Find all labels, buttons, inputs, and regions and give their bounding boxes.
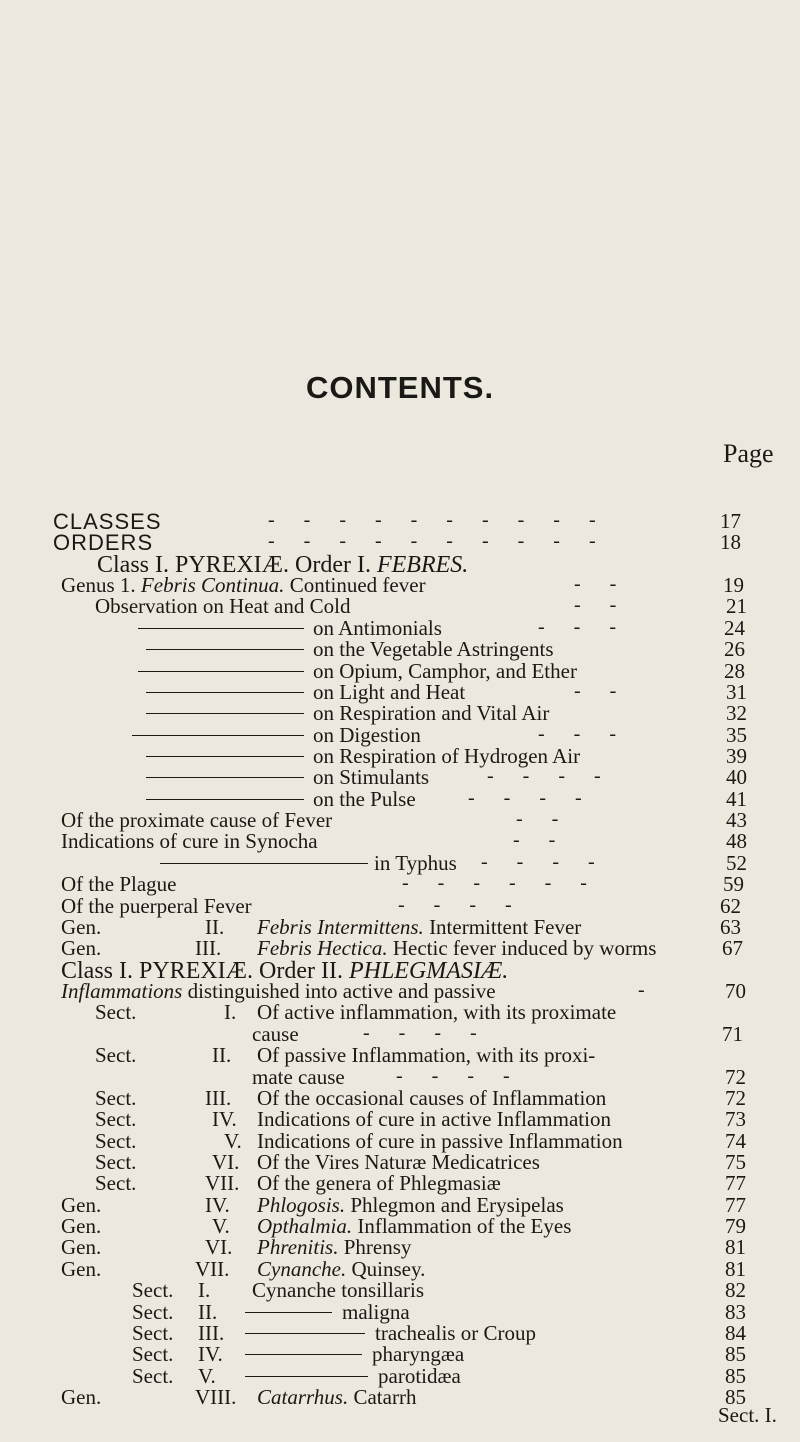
entry-kind: Sect.	[95, 1000, 137, 1025]
entry-number: IV.	[212, 1107, 237, 1132]
page-number: 43	[726, 808, 747, 833]
class-heading: Class I. PYREXIÆ. Order II. PHLEGMASIÆ.	[61, 957, 509, 984]
ditto-rule	[245, 1333, 365, 1334]
entry-label: Of passive Inflammation, with its proxi-	[257, 1043, 596, 1068]
entry-label: on Light and Heat	[313, 679, 466, 704]
entry-label: on Antimonials	[313, 615, 442, 640]
page-number: 17	[720, 509, 741, 533]
page-number: 74	[725, 1128, 746, 1153]
ditto-rule	[138, 671, 304, 672]
english-name: Quinsey.	[351, 1256, 426, 1281]
entry-number: IV.	[205, 1192, 230, 1217]
entry-label: on Digestion	[313, 722, 421, 747]
latin-name: Opthalmia.	[257, 1214, 358, 1239]
entry-kind: Gen.	[61, 1192, 102, 1217]
entry-kind: Sect.	[132, 1278, 174, 1303]
leader-dots: - -	[574, 573, 629, 596]
entry-label: pharyngæa	[372, 1342, 465, 1367]
page-number: 21	[726, 594, 747, 619]
entry-label: Of the occasional causes of Inflammation	[257, 1085, 607, 1110]
page-number: 41	[726, 786, 747, 811]
page-number: 81	[725, 1235, 746, 1260]
leader-dots: - - - -	[398, 893, 524, 916]
leader-dots: - - - -	[481, 850, 607, 873]
page-number: 59	[723, 872, 744, 897]
leader-dots: - - - -	[468, 786, 594, 809]
page-number: 32	[726, 701, 747, 726]
entry-label: cause	[252, 1021, 299, 1046]
entry-label: on the Vegetable Astringents	[313, 637, 554, 662]
ditto-rule	[138, 628, 304, 629]
entry-number: V.	[198, 1363, 216, 1388]
ditto-rule	[245, 1376, 368, 1377]
leader-dots: - - - - - - - - - -	[268, 509, 608, 531]
page-number: 72	[725, 1064, 746, 1089]
entry-number: VI.	[205, 1235, 233, 1260]
entry-number: II.	[205, 914, 225, 939]
page-number: 81	[725, 1256, 746, 1281]
page-number: 19	[723, 573, 744, 598]
page-number: 83	[725, 1299, 746, 1324]
latin-name: Cynanche.	[257, 1256, 352, 1281]
page-number: 85	[725, 1342, 746, 1367]
entry-kind: Sect.	[132, 1342, 174, 1367]
page-number: 71	[722, 1021, 743, 1046]
latin-name: Catarrhus.	[257, 1385, 354, 1409]
leader-dots: - - - -	[363, 1021, 489, 1044]
entry-label: on Respiration of Hydrogen Air	[313, 744, 581, 769]
latin-name: Phrenitis.	[257, 1235, 344, 1260]
class-heading: Class I. PYREXIÆ. Order I. FEBRES.	[97, 551, 469, 578]
page-number: 35	[726, 722, 747, 747]
entry-label: Cynanche tonsillaris	[252, 1278, 425, 1303]
page-number: 40	[726, 765, 747, 790]
english-name: Intermittent Fever	[429, 914, 582, 939]
latin-name: Febris Continua.	[140, 573, 290, 598]
page-number: 82	[725, 1278, 746, 1303]
leader-dots: - - -	[538, 615, 628, 638]
entry-label: Indications of cure in active Inflammation	[257, 1107, 611, 1132]
leader-dots: - - - -	[396, 1064, 522, 1087]
entry-label: on the Pulse	[313, 786, 416, 811]
entry-number: III.	[205, 1085, 232, 1110]
page-number: 84	[725, 1320, 746, 1345]
entry-label: ORDERS	[53, 530, 154, 556]
english-name: Phrensy	[343, 1235, 412, 1260]
english-name: Hectic fever induced by worms	[392, 936, 657, 961]
entry-label: Of active inflammation, with its proximate	[257, 1000, 617, 1025]
page-number: 62	[720, 893, 741, 918]
page-number: 31	[726, 679, 747, 704]
latin-name: Inflammations	[61, 979, 188, 1004]
entry-label: in Typhus	[374, 850, 457, 875]
entry-kind: Gen.	[61, 1214, 102, 1239]
ditto-rule	[132, 735, 304, 736]
page-number: 77	[725, 1171, 746, 1196]
page-number: 39	[726, 744, 747, 769]
entry-kind: Sect.	[95, 1171, 137, 1196]
leader-dots: - - - -	[487, 765, 613, 788]
entry-number: II.	[198, 1299, 218, 1324]
entry-label: Of the genera of Phlegmasiæ	[257, 1171, 501, 1196]
page-number: 52	[726, 850, 747, 875]
ditto-rule	[146, 713, 304, 714]
english-name: Continued fever	[289, 573, 426, 598]
genus-number: Genus 1.	[61, 573, 141, 598]
order-name: PHLEGMASIÆ.	[348, 957, 509, 984]
entry-label: on Respiration and Vital Air	[313, 701, 550, 726]
page-number: 24	[724, 615, 745, 640]
entry-label: parotidæa	[378, 1363, 461, 1388]
english-name: Inflammation of the Eyes	[357, 1214, 572, 1239]
ditto-rule	[245, 1312, 332, 1313]
ditto-rule	[146, 756, 304, 757]
english-name: distinguished into active and passive	[187, 979, 496, 1004]
entry-kind: Sect.	[95, 1085, 137, 1110]
entry-kind: Sect.	[95, 1107, 137, 1132]
page-number: 63	[720, 914, 741, 939]
english-name: Catarrh	[353, 1385, 417, 1409]
entry-kind: Sect.	[132, 1299, 174, 1324]
entry-number: VII.	[195, 1256, 230, 1281]
english-name: Phlegmon and Erysipelas	[350, 1192, 564, 1217]
entry-label: CLASSES	[53, 509, 162, 534]
leader-dots: - - -	[538, 722, 628, 745]
leader-dots: - -	[574, 679, 629, 702]
leader-dots: - - - - - - - - - -	[268, 530, 608, 553]
entry-number: I.	[198, 1278, 211, 1303]
entry-label: Indications of cure in passive Inflammation	[257, 1128, 623, 1153]
page-number: 28	[724, 658, 745, 683]
toc-entry	[0, 1385, 800, 1409]
catchword: Sect. I.	[718, 1403, 777, 1427]
leader-dots: - -	[516, 808, 571, 831]
ditto-rule	[146, 649, 304, 650]
ditto-rule	[245, 1354, 362, 1355]
entry-number: I.	[224, 1000, 237, 1025]
entry-number: II.	[212, 1043, 232, 1068]
entry-number: III.	[195, 936, 222, 961]
entry-label: trachealis or Croup	[375, 1320, 536, 1345]
entry-kind: Gen.	[61, 1385, 102, 1409]
page-number: 72	[725, 1085, 746, 1110]
entry-kind: Sect.	[95, 1149, 137, 1174]
entry-label: Observation on Heat and Cold	[95, 594, 351, 619]
page-number: 73	[725, 1107, 746, 1132]
entry-kind: Sect.	[95, 1043, 137, 1068]
entry-number: III.	[198, 1320, 225, 1345]
ditto-rule	[146, 799, 304, 800]
entry-label: Of the proximate cause of Fever	[61, 808, 333, 833]
page-column-header: Page	[723, 439, 774, 468]
entry-kind: Sect.	[95, 1128, 137, 1153]
entry-kind: Gen.	[61, 1256, 102, 1281]
entry-kind: Sect.	[132, 1320, 174, 1345]
page-number: 70	[725, 979, 746, 1004]
entry-kind: Sect.	[132, 1363, 174, 1388]
entry-number: IV.	[198, 1342, 223, 1367]
entry-label: maligna	[342, 1299, 410, 1324]
entry-kind: Gen.	[61, 914, 102, 939]
entry-label: mate cause	[252, 1064, 345, 1089]
entry-number: VI.	[212, 1149, 240, 1174]
entry-number: VII.	[205, 1171, 240, 1196]
leader-dots: - -	[513, 829, 568, 852]
page-number: 77	[725, 1192, 746, 1217]
page-number: 67	[722, 936, 743, 961]
latin-name: Febris Intermittens.	[257, 914, 430, 939]
entry-number: V.	[224, 1128, 242, 1153]
page-number: 48	[726, 829, 747, 854]
leader-dots: - -	[574, 594, 629, 617]
ditto-rule	[160, 863, 368, 864]
entry-label: on Stimulants	[313, 765, 430, 790]
page-title: CONTENTS.	[305, 370, 495, 405]
ditto-rule	[146, 777, 304, 778]
entry-number: VIII.	[195, 1385, 237, 1409]
entry-label: on Opium, Camphor, and Ether	[313, 658, 577, 683]
entry-kind: Gen.	[61, 1235, 102, 1260]
page-number: 26	[724, 637, 745, 662]
entry-number: V.	[212, 1214, 230, 1239]
leader-dots: -	[638, 979, 657, 1002]
page-number: 79	[725, 1214, 746, 1239]
ditto-rule	[146, 692, 304, 693]
page-number: 18	[720, 530, 741, 555]
page-number: 85	[725, 1363, 746, 1388]
page-number: 75	[725, 1149, 746, 1174]
entry-label: Indications of cure in Synocha	[61, 829, 318, 854]
entry-kind: Gen.	[61, 936, 102, 961]
entry-label: Of the Vires Naturæ Medicatrices	[257, 1149, 540, 1174]
order-name: FEBRES.	[376, 551, 469, 578]
entry-label	[257, 1385, 416, 1410]
entry-label: Of the Plague	[61, 872, 177, 897]
leader-dots: - - - - - -	[402, 872, 599, 895]
page-number: 85	[725, 1385, 746, 1409]
latin-name: Febris Hectica.	[257, 936, 393, 961]
entry-label: Of the puerperal Fever	[61, 893, 252, 918]
latin-name: Phlogosis.	[257, 1192, 351, 1217]
